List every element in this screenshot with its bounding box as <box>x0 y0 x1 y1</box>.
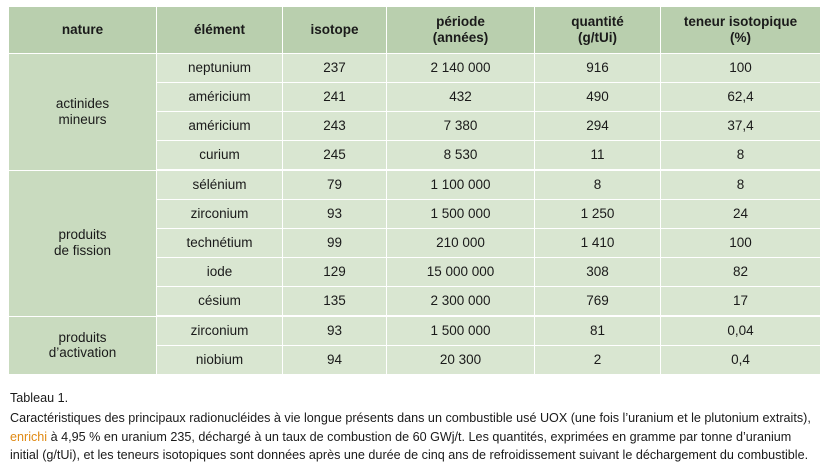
cell-isotope: 79 <box>283 170 387 200</box>
table-body <box>9 54 821 375</box>
cell-periode: 2 140 000 <box>387 54 535 83</box>
cell-element: niobium <box>157 346 283 375</box>
column-header-quantite <box>535 7 661 54</box>
cell-isotope: 93 <box>283 200 387 229</box>
caption-text <box>10 409 818 464</box>
cell-teneur: 62,4 <box>661 83 821 112</box>
column-header-periode-line1: période <box>436 14 485 30</box>
column-header-quantite-line1: quantité <box>571 14 624 30</box>
column-header-nature <box>9 7 157 54</box>
cell-element: sélénium <box>157 170 283 200</box>
cell-element: curium <box>157 141 283 171</box>
cell-teneur: 0,4 <box>661 346 821 375</box>
cell-teneur: 8 <box>661 141 821 171</box>
cell-teneur: 8 <box>661 170 821 200</box>
cell-periode: 210 000 <box>387 229 535 258</box>
cell-teneur: 82 <box>661 258 821 287</box>
cell-isotope: 93 <box>283 316 387 346</box>
group-label-produits-activation <box>9 316 157 375</box>
cell-teneur: 17 <box>661 287 821 317</box>
cell-teneur: 0,04 <box>661 316 821 346</box>
cell-isotope: 243 <box>283 112 387 141</box>
cell-periode: 7 380 <box>387 112 535 141</box>
column-header-nature-line1: nature <box>61 22 104 38</box>
cell-quantite: 11 <box>535 141 661 171</box>
cell-element: neptunium <box>157 54 283 83</box>
cell-element: zirconium <box>157 200 283 229</box>
cell-quantite: 308 <box>535 258 661 287</box>
table-row <box>9 54 821 83</box>
table-row <box>9 170 821 200</box>
column-header-isotope <box>283 7 387 54</box>
table-header <box>9 7 821 54</box>
document-page <box>0 6 828 462</box>
cell-periode: 1 500 000 <box>387 200 535 229</box>
column-header-element <box>157 7 283 54</box>
caption-title: Tableau 1. <box>10 391 69 405</box>
cell-teneur: 100 <box>661 54 821 83</box>
radionuclides-table <box>8 6 821 375</box>
column-header-teneur-line1: teneur isotopique <box>683 14 798 30</box>
cell-element: technétium <box>157 229 283 258</box>
column-header-periode <box>387 7 535 54</box>
group-label-line2: de fission <box>53 243 112 258</box>
cell-element: césium <box>157 287 283 317</box>
column-header-element-line1: élément <box>193 22 246 38</box>
cell-quantite: 8 <box>535 170 661 200</box>
cell-quantite: 294 <box>535 112 661 141</box>
table-header-row <box>9 7 821 54</box>
cell-quantite: 81 <box>535 316 661 346</box>
cell-element: zirconium <box>157 316 283 346</box>
cell-periode: 432 <box>387 83 535 112</box>
cell-quantite: 1 250 <box>535 200 661 229</box>
cell-periode: 15 000 000 <box>387 258 535 287</box>
cell-teneur: 100 <box>661 229 821 258</box>
cell-isotope: 237 <box>283 54 387 83</box>
cell-teneur: 37,4 <box>661 112 821 141</box>
cell-isotope: 99 <box>283 229 387 258</box>
group-label-actinides-mineurs <box>9 54 157 171</box>
cell-quantite: 1 410 <box>535 229 661 258</box>
column-header-teneur <box>661 7 821 54</box>
cell-element: américium <box>157 112 283 141</box>
cell-periode: 1 500 000 <box>387 316 535 346</box>
cell-element: iode <box>157 258 283 287</box>
cell-periode: 2 300 000 <box>387 287 535 317</box>
column-header-isotope-line1: isotope <box>310 22 359 38</box>
group-label-line2: mineurs <box>58 111 107 127</box>
table-row <box>9 316 821 346</box>
cell-periode: 1 100 000 <box>387 170 535 200</box>
cell-element: américium <box>157 83 283 112</box>
cell-isotope: 245 <box>283 141 387 171</box>
caption-text-before: Caractéristiques des principaux radionucléides à vie longue présents dans un combustible usé UOX (une fois l’uranium et le plutonium extraits), <box>10 411 811 426</box>
group-label-produits-de-fission <box>9 170 157 316</box>
group-label-line1: produits <box>58 329 107 345</box>
cell-quantite: 490 <box>535 83 661 112</box>
cell-teneur: 24 <box>661 200 821 229</box>
column-header-teneur-line2: (%) <box>730 30 751 45</box>
cell-periode: 20 300 <box>387 346 535 375</box>
caption-text-after: à 4,95 % en uranium 235, déchargé à un taux de combustion de 60 GWj/t. Les quantités, exprimées en gramme par tonne d’uranium initial (g/tUi), et les teneurs isotopiques sont données après une durée de cinq ans de refroidissement suivant le déchargement du combustible. <box>10 429 809 462</box>
group-label-line1: actinides <box>55 96 110 112</box>
column-header-periode-line2: (années) <box>432 30 489 45</box>
group-label-line1: produits <box>58 227 107 243</box>
cell-quantite: 916 <box>535 54 661 83</box>
cell-quantite: 769 <box>535 287 661 317</box>
cell-isotope: 241 <box>283 83 387 112</box>
cell-isotope: 135 <box>283 287 387 317</box>
cell-isotope: 129 <box>283 258 387 287</box>
table-caption <box>10 389 818 464</box>
column-header-quantite-line2: (g/tUi) <box>578 30 617 45</box>
group-label-line2: d’activation <box>48 345 117 361</box>
cell-quantite: 2 <box>535 346 661 375</box>
cell-periode: 8 530 <box>387 141 535 171</box>
caption-highlight-link[interactable]: enrichi <box>10 429 48 444</box>
cell-isotope: 94 <box>283 346 387 375</box>
